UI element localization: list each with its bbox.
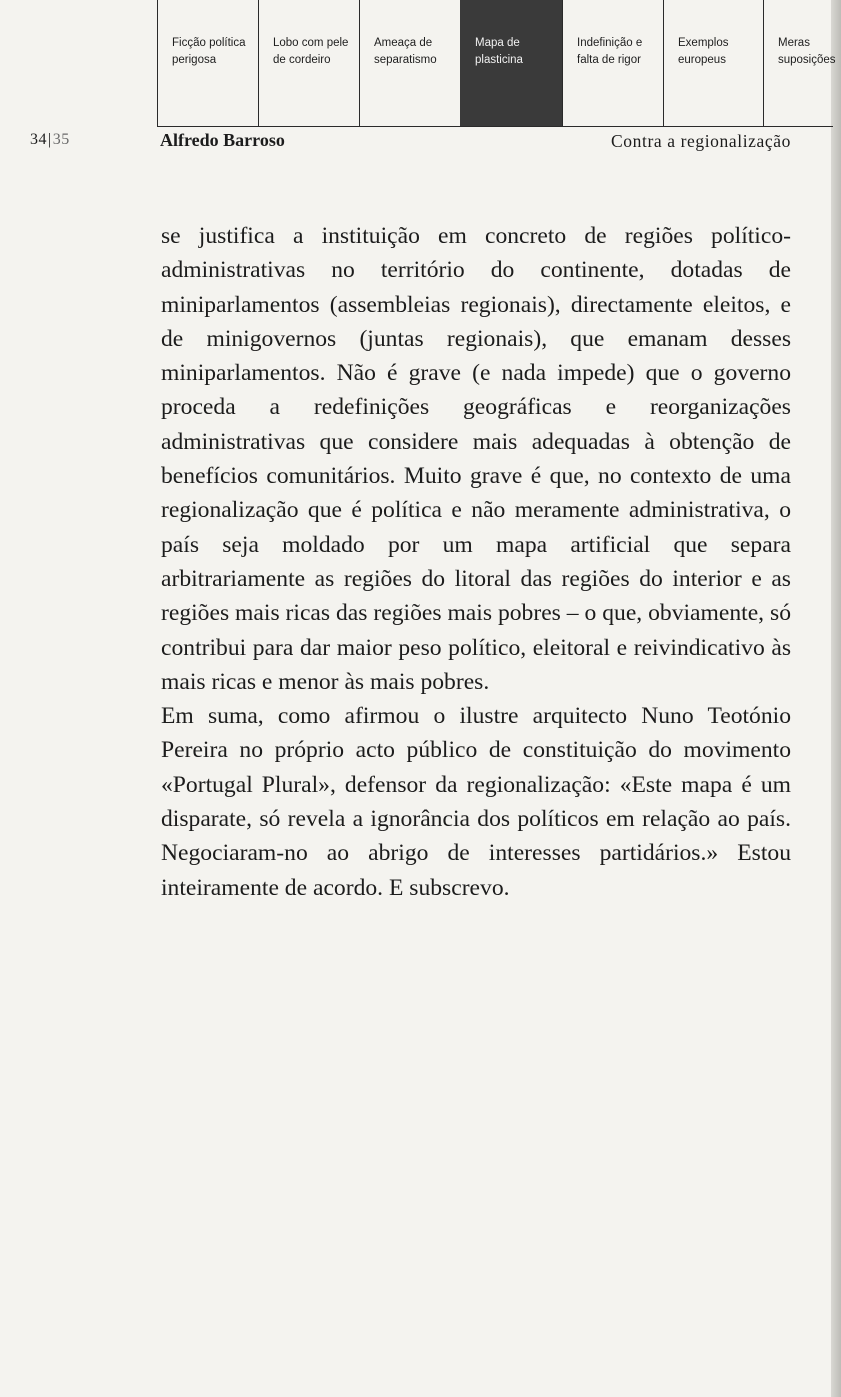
page-number-right: 35 xyxy=(52,131,70,148)
tab-exemplos-europeus[interactable]: Exemplos europeus xyxy=(663,0,763,126)
page-number-left: 34 xyxy=(30,131,47,148)
tab-meras-suposicoes[interactable]: Meras suposições xyxy=(763,0,841,126)
tab-lobo-com-pele[interactable]: Lobo com pele de cordeiro xyxy=(258,0,359,126)
tab-ficcao-politica[interactable]: Ficção política perigosa xyxy=(157,0,258,126)
running-header-author: Alfredo Barroso xyxy=(160,130,285,150)
folio-separator: | xyxy=(48,131,52,148)
page-numbers xyxy=(30,131,70,149)
chapter-tabs xyxy=(157,0,841,126)
page-edge xyxy=(831,0,841,1397)
tab-ameaca-separatismo[interactable]: Ameaça de separatismo xyxy=(359,0,460,126)
tab-indefinicao[interactable]: Indefinição e falta de rigor xyxy=(562,0,663,126)
running-header-title: Contra a regionalização xyxy=(611,131,791,151)
paragraph-2: Em suma, como afirmou o ilustre arquitecto Nuno Teotónio Pereira no próprio acto público de constituição do movimento «Portugal Plural», defensor da regionalização: «Este mapa é um disparate, só revela a ignorância dos políticos em relação ao país. Negociaram-no ao abrigo de interesses partidários.» Estou inteiramente de acordo. E subscrevo. xyxy=(161,703,791,901)
body-text xyxy=(161,219,791,905)
tabs-divider xyxy=(157,126,833,127)
tab-mapa-plasticina[interactable]: Mapa de plasticina xyxy=(460,0,562,126)
paragraph-1: se justifica a instituição em concreto de regiões político-administrativas no território do continente, dotadas de miniparlamentos (assembleias regionais), directamente eleitos, e de minigovernos (juntas regionais), que emanam desses miniparlamentos. Não é grave (e nada impede) que o governo proceda a redefinições geográficas e reorganizações administrativas que considere mais adequadas à obtenção de benefícios comunitários. Muito grave é que, no contexto de uma regionalização que é política e não meramente administrativa, o país seja moldado por um mapa artificial que separa arbitrariamente as regiões do litoral das regiões do interior e as regiões mais ricas das regiões mais pobres – o que, obviamente, só contribui para dar maior peso político, eleitoral e reivindicativo às mais ricas e menor às mais pobres. xyxy=(161,223,791,695)
